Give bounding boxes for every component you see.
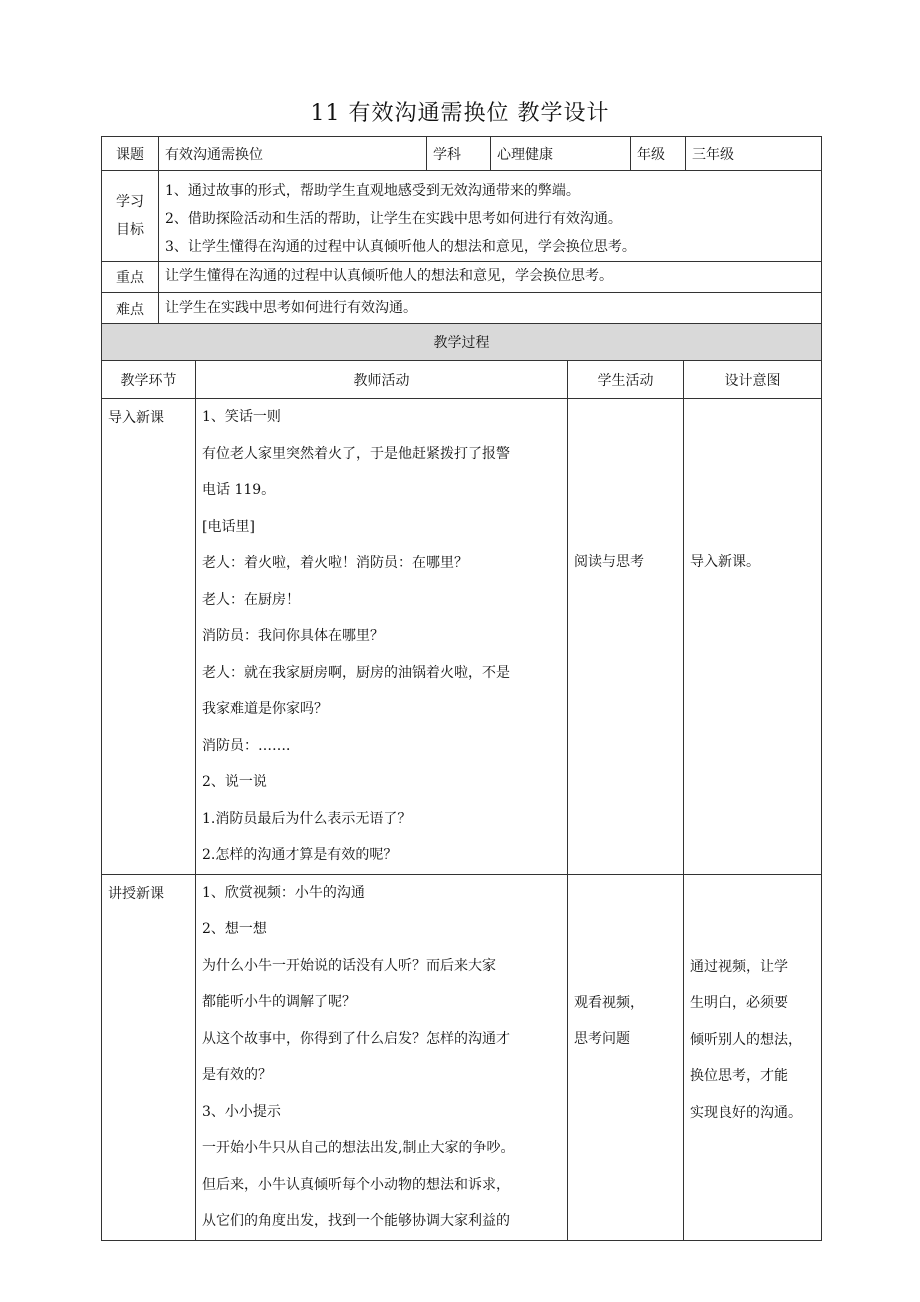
teacher-line: [电话里] [202,518,255,535]
topic-label: 课题 [102,137,159,171]
process-title: 教学过程 [102,324,822,361]
teacher-line: 老人：就在我家厨房啊，厨房的油锅着火啦，不是 [202,664,510,681]
intent-line: 生明白，必须要 [690,995,788,1011]
goals-label-line2: 目标 [116,222,144,238]
header-stage: 教学环节 [102,361,196,399]
teacher-line: 2、说一说 [202,774,267,790]
design-intent-intro: 导入新课。 [684,399,822,875]
grade-value: 三年级 [686,137,822,171]
teacher-line: 2、想一想 [202,921,267,937]
stage-intro: 导入新课 [102,399,196,875]
subject-label: 学科 [427,137,491,171]
teacher-line: 老人：在厨房！ [202,591,300,608]
goal-item: 1、通过故事的形式，帮助学生直观地感受到无效沟通带来的弊端。 [165,183,580,199]
process-table [101,323,822,1241]
difficulty-label: 难点 [102,293,159,325]
teacher-line: 1、欣赏视频：小牛的沟通 [202,884,365,901]
teacher-activity-teaching [196,874,568,1240]
topic-value: 有效沟通需换位 [159,137,427,171]
grade-label: 年级 [631,137,686,171]
design-intent-teaching [684,874,822,1240]
teacher-line: 是有效的？ [202,1067,272,1083]
teacher-line: 从这个故事中，你得到了什么启发？怎样的沟通才 [202,1030,510,1047]
teacher-line: 老人：着火啦，着火啦！消防员：在哪里？ [202,555,468,571]
key-point-text: 让学生懂得在沟通的过程中认真倾听他人的想法和意见，学会换位思考。 [159,262,822,293]
teacher-line: 都能听小牛的调解了呢？ [202,994,356,1010]
teacher-line: 3、小小提示 [202,1103,281,1120]
header-teacher: 教师活动 [196,361,568,399]
teacher-line: 但后来，小牛认真倾听每个小动物的想法和诉求， [202,1176,510,1193]
teacher-line: 从它们的角度出发，找到一个能够协调大家利益的 [202,1213,510,1229]
teacher-line: 一开始小牛只从自己的想法出发,制止大家的争吵。 [202,1140,515,1156]
goal-item: 2、借助探险活动和生活的帮助，让学生在实践中思考如何进行有效沟通。 [165,211,622,227]
difficulty-text: 让学生在实践中思考如何进行有效沟通。 [159,293,822,325]
teacher-line: 有位老人家里突然着火了，于是他赶紧拨打了报警 [202,445,510,462]
student-activity-intro: 阅读与思考 [568,399,684,875]
teacher-line: 2.怎样的沟通才算是有效的呢？ [202,847,398,863]
teacher-line: 1.消防员最后为什么表示无语了？ [202,810,412,827]
teacher-activity-intro [196,399,568,875]
goals-content [159,171,822,262]
intent-line: 通过视频，让学 [690,958,788,975]
teacher-line: 电话 119。 [202,482,276,498]
teacher-line: 消防员：我问你具体在哪里？ [202,628,384,644]
document-title: 11 有效沟通需换位 教学设计 [310,101,610,126]
teacher-line: 消防员：……． [202,737,300,754]
key-point-label: 重点 [102,262,159,293]
goal-item: 3、让学生懂得在沟通的过程中认真倾听他人的想法和意见，学会换位思考。 [165,239,636,255]
intent-line: 换位思考，才能 [690,1068,788,1084]
subject-value: 心理健康 [491,137,631,171]
header-student: 学生活动 [568,361,684,399]
info-table [101,136,822,325]
goals-label [102,171,159,262]
intent-line: 实现良好的沟通。 [690,1104,802,1121]
student-line: 思考问题 [574,1031,630,1047]
teacher-line: 为什么小牛一开始说的话没有人听？而后来大家 [202,957,496,974]
student-activity-teaching [568,874,684,1240]
goals-label-line1: 学习 [116,194,144,210]
stage-teaching: 讲授新课 [102,874,196,1240]
header-intent: 设计意图 [684,361,822,399]
teacher-line: 1、笑话一则 [202,409,281,425]
teacher-line: 我家难道是你家吗？ [202,701,328,717]
student-line: 观看视频， [574,994,644,1011]
intent-line: 倾听别人的想法， [690,1031,802,1048]
